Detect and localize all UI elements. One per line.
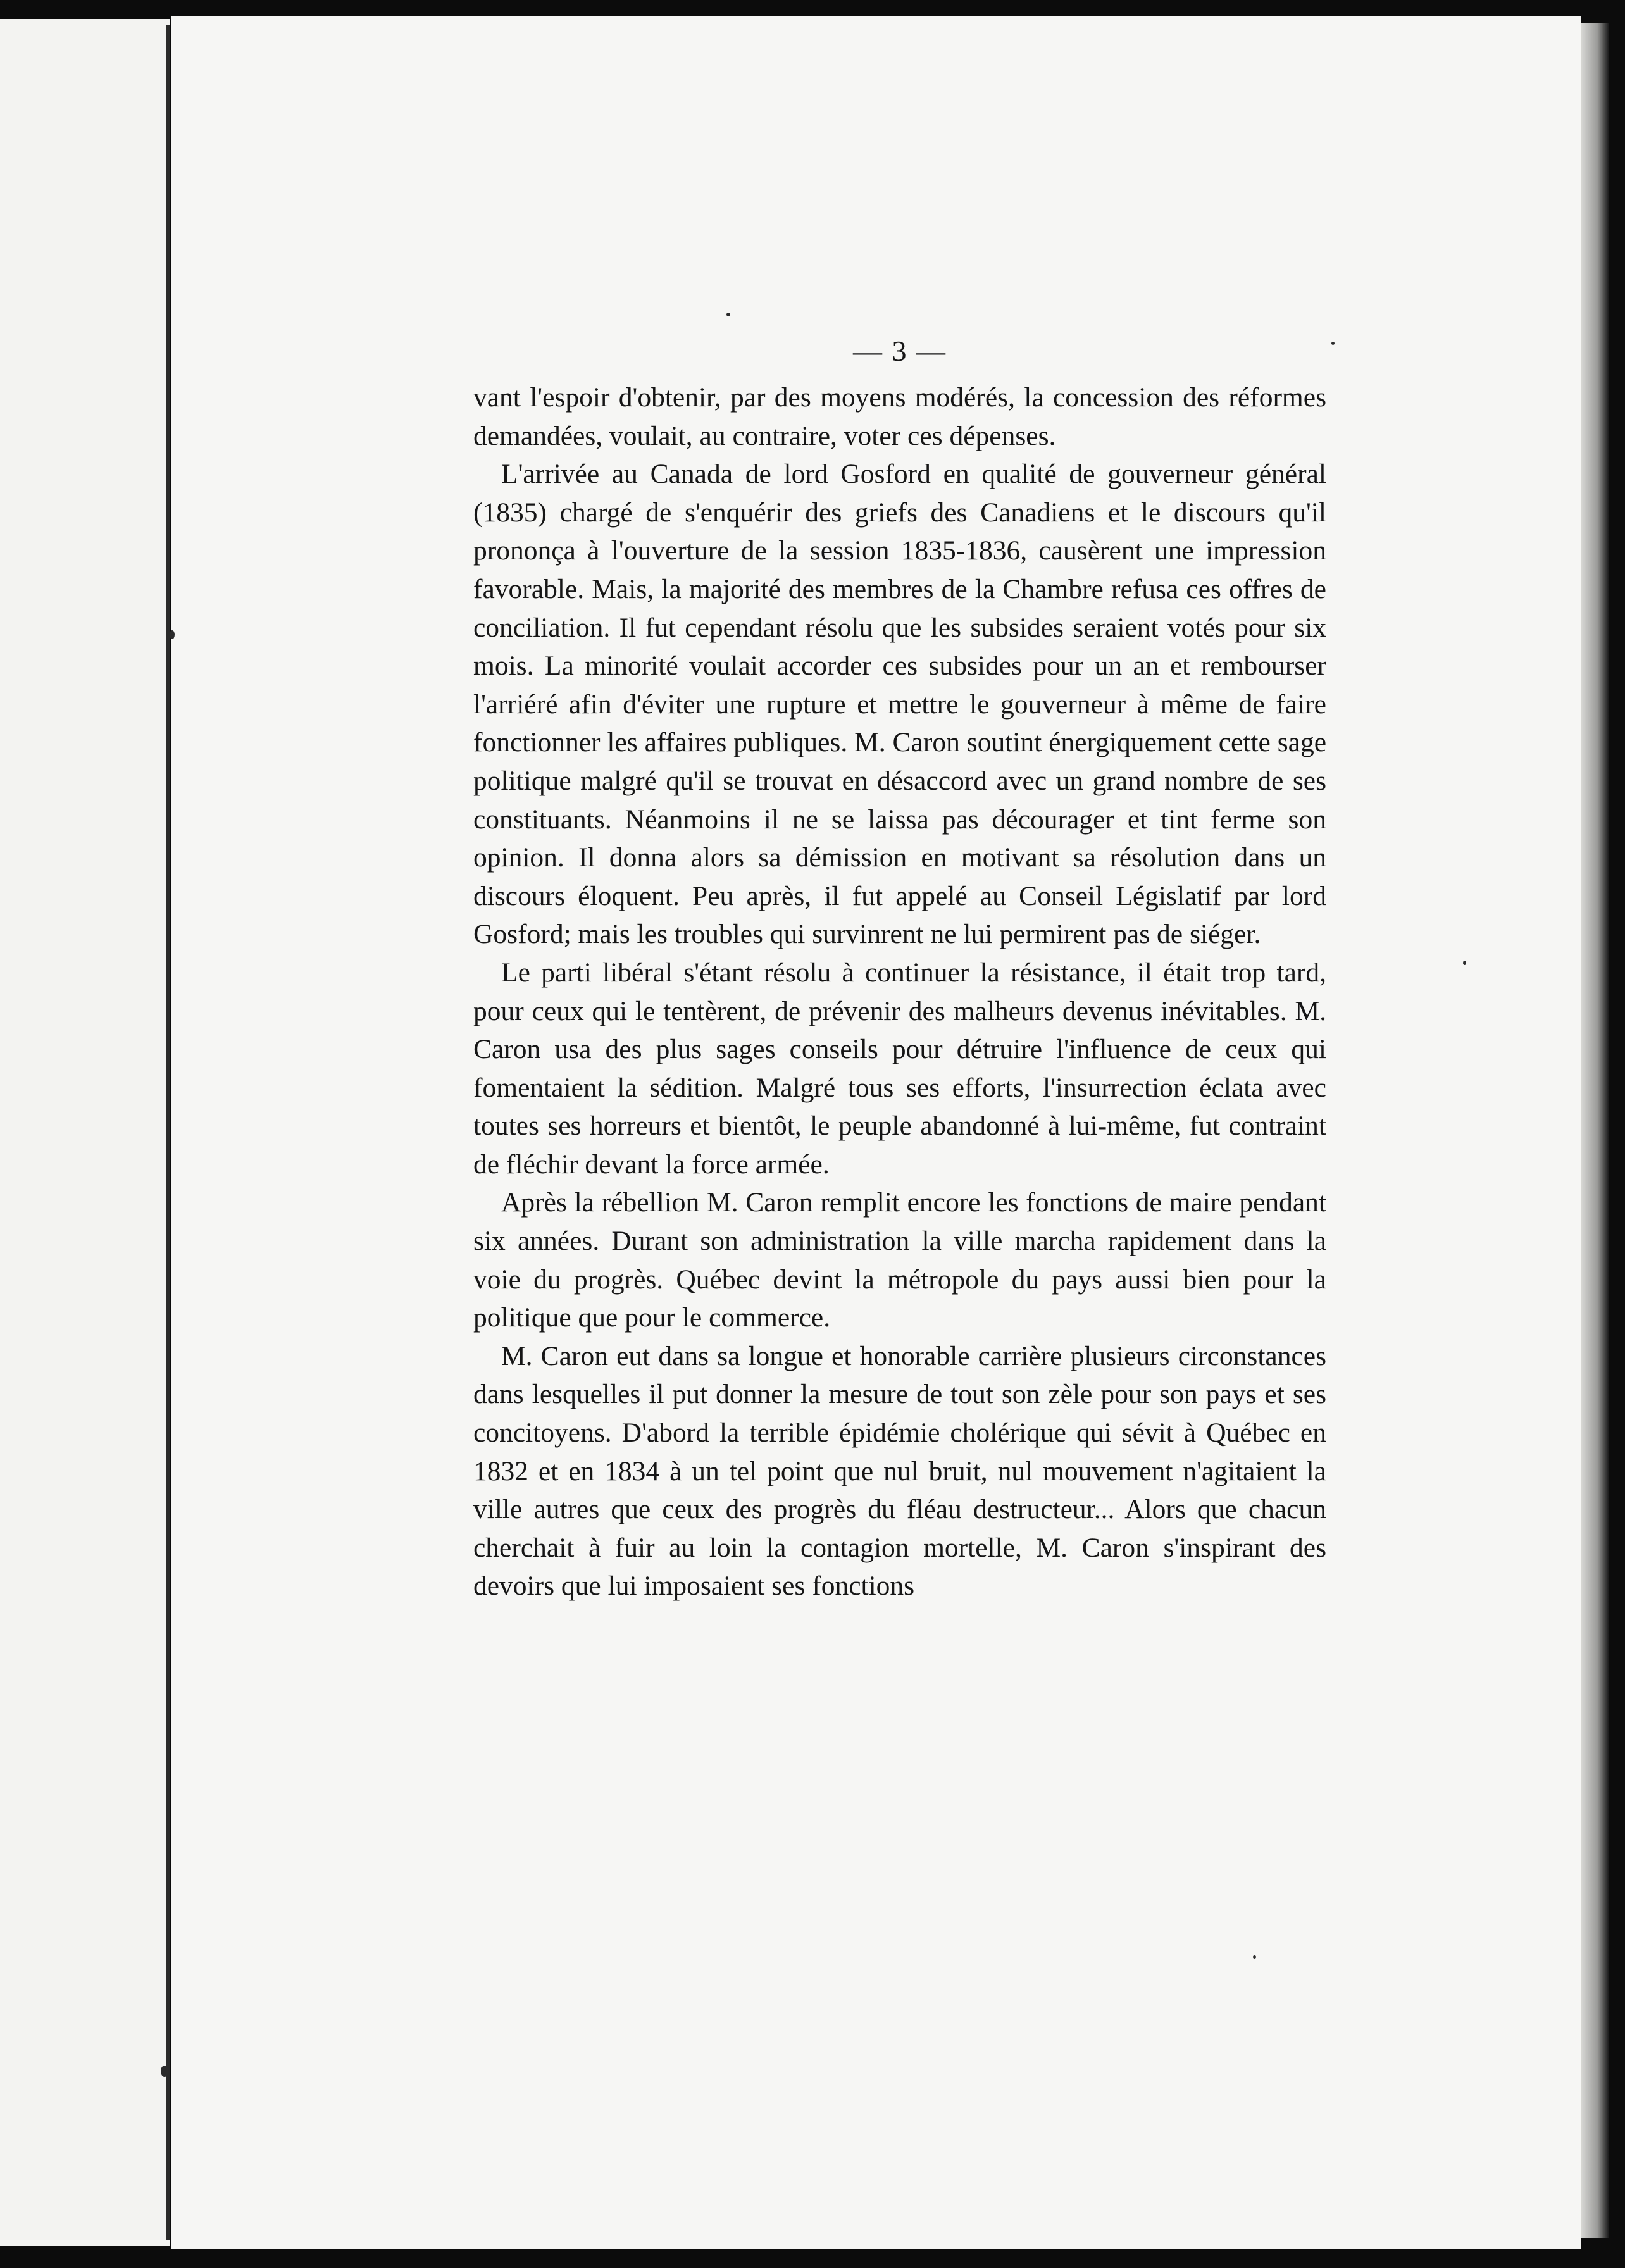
paragraph-gosford: L'arrivée au Canada de lord Gosford en qualité de gouverneur général (1835) chargé de s'enquérir des griefs des Canadiens et le discours qu'il prononça à l'ouverture de la session 1835-1836, causèrent une impression favorable. Mais, la majorité des membres de la Chambre refusa ces offres de conciliation. Il fut cependant résolu que les subsides seraient votés pour six mois. La minorité voulait accorder ces subsides pour un an et rembourser l'arriéré afin d'éviter une rupture et mettre le gouverneur à même de faire fonctionner les affaires publiques. M. Caron soutint énergiquement cette sage politique malgré qu'il se trouvat en désaccord avec un grand nombre de ses constituants. Néanmoins il ne se laissa pas décourager et tint ferme son opinion. Il donna alors sa démission en motivant sa résolution dans un discours éloquent. Peu après, il fut appelé au Conseil Législatif par lord Gosford; mais les troubles qui survinrent ne lui permirent pas de siéger. [473, 459, 1326, 950]
gutter-fold [166, 25, 170, 2240]
paragraph-mayor: Après la rébellion M. Caron remplit encore les fonctions de maire pendant six années. Durant son administration la ville marcha rapidement dans la voie du progrès. Québec devint la métropole du pays aussi bien pour la politique que pour le commerce. [473, 1187, 1326, 1333]
paragraph-cholera: M. Caron eut dans sa longue et honorable carrière plusieurs circonstances dans lesquelles il put donner la mesure de tout son zèle pour son pays et ses concitoyens. D'abord la terrible épidémie cholérique qui sévit à Québec en 1832 et en 1834 à un tel point que nul bruit, nul mouvement n'agitaient la ville autres que ceux des progrès du fléau destructeur... Alors que chacun cherchait à fuir au loin la contagion mortelle, M. Caron s'inspirant des devoirs que lui imposaient ses fonctions [473, 1340, 1326, 1602]
paragraph-continuation: vant l'espoir d'obtenir, par des moyens modérés, la concession des réformes demandées, voulait, au contraire, voter ces dépenses. [473, 382, 1326, 451]
dust-speck [170, 630, 175, 639]
dust-speck [1463, 961, 1466, 965]
paragraph-resistance: Le parti libéral s'étant résolu à continuer la résistance, il était trop tard, pour ceux qui le tentèrent, de prévenir des malheurs devenus inévitables. M. Caron usa des plus sages conseils pour détruire l'influence de ceux qui fomentaient la sédition. Malgré tous ses efforts, l'insurrection éclata avec toutes ses horreurs et bientôt, le peuple abandonné à lui-même, fut contraint de fléchir devant la force armée. [473, 957, 1326, 1180]
page-edge [1581, 23, 1609, 2238]
page-text [473, 329, 1326, 1605]
dust-speck [161, 2066, 168, 2077]
facing-page-margin [0, 19, 170, 2246]
dust-speck [1253, 1955, 1256, 1959]
dust-speck [726, 313, 730, 316]
page-number: — 3 — [853, 335, 947, 367]
dust-speck [1331, 342, 1335, 345]
